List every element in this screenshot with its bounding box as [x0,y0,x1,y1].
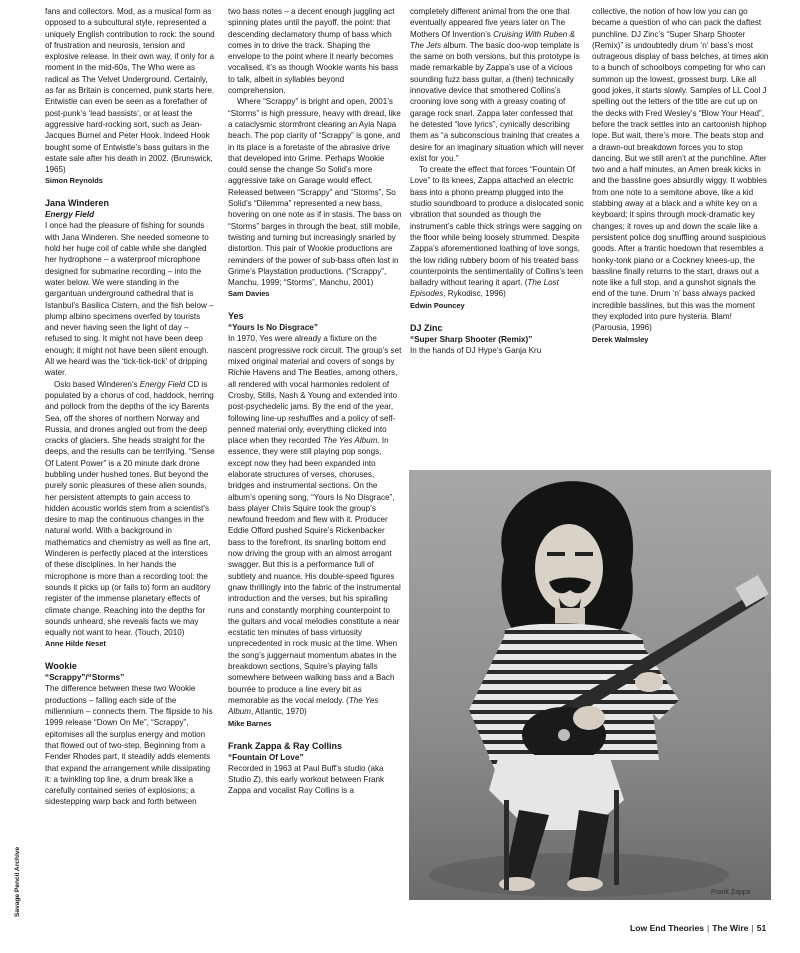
body-text: two bass notes – a decent enough juggling act spinning plates until the payoff, the point: that descending declamatory thump of bass which comes in to drive the track. Shaping the envelope to the point where it nearly becomes vocalised, it’s as though Wookie wants his bass to talk, albeit in syllables beyond comprehension. [228,7,399,96]
entry-release: Energy Field [45,210,95,220]
byline: Derek Walmsley [592,334,649,344]
body-text: In the hands of DJ Hype’s Ganja Kru [410,345,542,355]
column-1 [45,6,215,808]
body-text: Recorded in 1963 at Paul Buff’s studio (aka Studio Z), this early workout between Frank Zappa and vocalist Ray Collins is a [228,763,385,796]
body-text: I once had the pleasure of fishing for sounds with Jana Winderen. She needed someone to hold her huge coil of cable while she dangled her hydrophone – a waterproof microphone designed for submarine recording – into the water below. We were standing in the gargantuan underground cathedral that is Istanbul’s Basilica Cistern, and the fish below – plump albino specimens overfed by tourists and never having seen the light of day – refused to sing. It might not have been deep enough; it might not have been silent enough. All we heard was the ‘tick-tick-tick’ of dripping water. [45,221,214,378]
section-title: Low End Theories [630,923,705,933]
byline: Simon Reynolds [45,176,103,186]
photo-frank-zappa [409,470,771,900]
magazine-name: The Wire [712,923,749,933]
byline: Edwin Pouncey [410,300,465,310]
body-text: In 1970, Yes were already a fixture on the nascent progressive rock circuit. The group’s set mixed original material and covers of songs by Richie Havens and The Beatles, among others, all rendered with vocal harmonies redolent of Crosby, Stills, Nash & Young and extended into post-psychedelic jams. By the end of the year, following line-up reshuffles and a policy of self-penned material only, everything clicked into place when they recorded The Yes Album. In essence, they were still playing pop songs, except now they had been expanded into elaborate structures of verses, choruses, bridges and instrumental sections. On the album’s opening song, “Yours Is No Disgrace”, bass player Chris Squire took the group’s newfound freedom and flew with it. Producer Eddie Offord pushed Squire’s Rickenbacker bass to the forefront, its snarling bottom end now driving the group with an almost arrogant swagger. But this is a performance full of subtlety and nuance. His double-speed figures gnaw thrillingly into the fabric of the instrumental introduction and the verses, but his spiralling runs and constantly morphing counterpoint to the guitars and vocal melodies constitute a near ecstatic ten minutes of bass virtuosity unprecedented in rock music at the time. When the song’s juggernaut momentum abates in the breakdown sections, Squire’s playing falls somewhere between walking bass and a Bach bourrée to produce a line every bit as memorable as the vocal melody. (The Yes Album, Atlantic, 1970) [228,334,402,717]
entry-release: “Yours Is No Disgrace” [228,323,318,333]
column-2 [228,6,402,796]
body-text: collective, the notion of how low you can go became a question of who can pack the daftest punchline. DJ Zinc’s “Super Sharp Shooter (Remix)” is undoubtedly drum ’n’ bass’s most outrageous display of bass belches, at times akin to a bunch of schoolboys competing for who can summon up the lowest, grossest burp. Like all good jokes, it starts slowly. Samples of LL Cool J spelling out the letters of the title are cut up on the decks with Fred Wesley’s “Blow Your Head”, before the track settles into an cartoonish hiphop lope. But wait, there’s more. The beats stop and a drawn-out breakdown forces you to stop dancing. But we still aren’t at the punchline. After two and a half minutes, an Amen break kicks in and the bassline goes absurdly wiggy. It wobbles from one note to a semitone above, like a kid stabbing away at a black and a white key on a keyboard; it spins through mock-dramatic key changes; it roves up and down the scale like a persistent police dog snuffling around suspicious goods. After a frantic hoedown that resembles a honky-tonk piano or a Cockney knees-up, the bassline finally returns to the start, draws out a note like a full stop, and a gunshot signals the end of the tune. Drum ’n’ bass always packed incredible basslines, but this was the moment they exploded into pure hysteria. Blam! (Parousia, 1996) [592,7,769,333]
body-text: completely different animal from the one that eventually appeared five years later on The Mothers Of Invention’s Cruising With Ruben & The Jets album. The basic doo-wop template is the same on both versions, but this prototype is made remarkable by Zappa’s use of a vicious sounding fuzz bass guitar, a (then) technically innovative device that smothered Collins’s crooning love song with a greasy coating of garage rock snarl. Zappa later confessed that he detested “love lyrics”, cynically describing them as “a subconscious training that creates a desire for an imaginary situation which will never exist for you.” [410,7,584,163]
body-text: To create the effect that forces “Fountain Of Love” to its knees, Zappa attached an electric bass into a phono preamp plugged into the studio soundboard to produce a dislocated sonic vibration that sounded as though the instrument’s cable thick strings were sagging on the floor while being loosely strummed. Despite Zappa’s aforementioned loathing of love songs, the low riding rubbery boom of his treated bass counterpoints the sentimentality of Collins’s teen balladry without tearing it apart. (The Lost Episodes, Rykodisc, 1996) [410,165,584,299]
entry-artist: Wookie [45,661,77,672]
footer-separator: | [751,923,754,933]
body-text: fans and collectors. Mod, as a musical form as opposed to a subcultural style, represented a uniquely English contribution to rock: the sound of frustration and neurosis, tension and explosive release. In their own way, if only for a moment in the mid-60s, The Who were as radical as The Velvet Underground. Certainly, as far as Britain is concerned, punk starts here. Entwistle can even be seen as a forefather of post-punk’s ‘lead bassists’, or at least the aggressive hard-rocking sort, such as Jean-Jacques Burnel and Peter Hook. Indeed Hook bought some of Entwistle’s bass guitars in the estate sale after his death in 2002. (Brunswick, 1965) [45,7,215,175]
column-3 [410,6,584,356]
entry-artist: Jana Winderen [45,198,109,209]
byline: Sam Davies [228,289,270,299]
body-text: Oslo based Winderen’s Energy Field CD is populated by a chorus of cod, haddock, herring and pollock from the depths of the icy Barents Sea, off the shores of northern Norway and Russia, and drones angled out from the deep cracks of glaciers. She heads straight for the deeps, and the results can be terrifying. “Sense Of Latent Power” is a 20 minute dark drone bubbling under hushed tones. But beyond the purely sonic pleasures of these alien sounds, her persistent attempts to gain access to hidden acoustic worlds stem from a scientist’s desire to map the continuous changes in the natural world. With a background in mathematics and chemistry as well as fine art, Winderen is perfectly placed at the interstices of these disciplines. In her hands the microphone is more than a recording tool: the sounds it picks up (or fails to) form an auditory register of the immense planetary effects of climate change. Reaching into the depths for sounds unheard, she reveals facts we may equally not want to hear. (Touch, 2010) [45,379,215,638]
footer-separator: | [707,923,710,933]
column-4 [592,6,770,345]
entry-release: “Fountain Of Love” [228,752,304,762]
page-footer [630,923,766,933]
photo-frank-zappa-icon [409,470,771,900]
body-text: Where “Scrappy” is bright and open, 2001’s “Storms” is high pressure, heavy with dread, like a cataclysmic stormfront clearing an Ayia Napa beach. The pop clarity of “Scrappy” is gone, and in its place is a foretaste of the abrasive drive that developed into Grime. Perhaps Wookie could sense the change So Solid’s more aggressive take on Garage would effect. Released between “Scrappy” and “Storms”, So Solid’s “Dilemma” represented a new bass, hovering on one note as if in stasis. The bass on “Storms” barges in through the beat, still mobile, twisting and turning but increasingly snarled by distortion. This pair of Wookie productions are reminders of the power of sub-bass often lost in Grime’s Playstation productions. (“Scrappy”, Manchu, 1999; “Storms”, Manchu, 2001) [228,97,402,288]
entry-artist: Yes [228,311,244,322]
body-text: The difference between these two Wookie productions – falling each side of the millennium – connects them. The flipside to his 1999 release “Down On Me”, “Scrappy”, epitomises all the surplus energy and motion that flowed out of two-step. Beginning from a Fender Rhodes part, it steadily adds elements that expand the arrangement while dissipating it: a twinkling top line, a drum break like a carefully contained series of explosions; a sidestepping warp back and forth between [45,684,213,807]
entry-artist: Frank Zappa & Ray Collins [228,740,343,751]
byline: Anne Hilde Neset [45,639,106,649]
sidebar-credit: Savage Pencil Archive [14,846,21,917]
entry-release: “Super Sharp Shooter (Remix)” [410,334,533,344]
photo-caption: Frank Zappa [711,889,751,896]
byline: Mike Barnes [228,718,272,728]
entry-release: “Scrappy”/“Storms” [45,673,125,683]
page-number: 51 [756,923,767,933]
entry-artist: DJ Zinc [410,322,443,333]
